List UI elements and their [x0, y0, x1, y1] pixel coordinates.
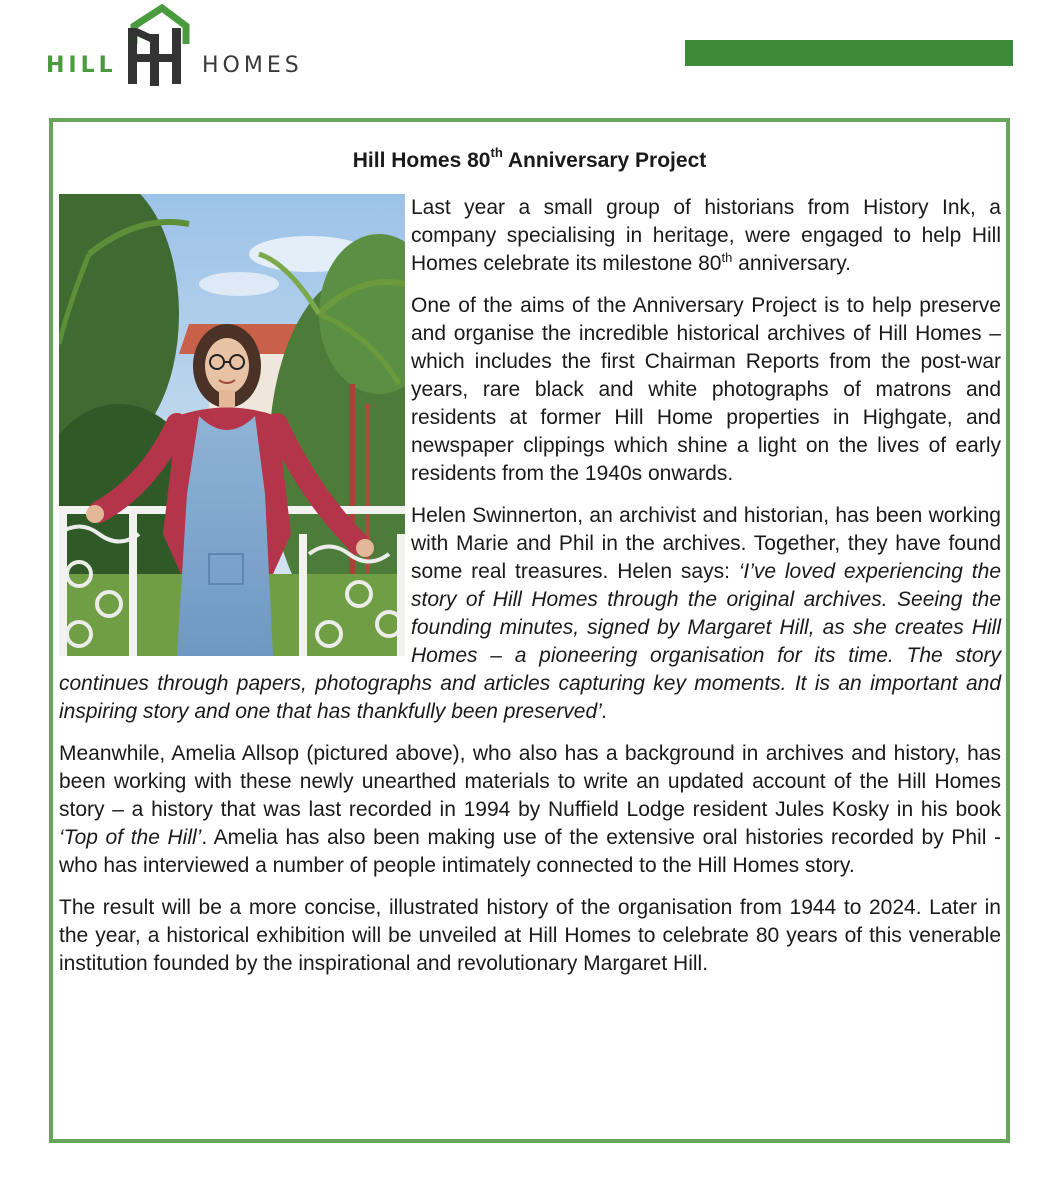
article-frame	[49, 118, 1010, 1143]
paragraph-helen-quote: Helen Swinnerton, an archivist and historian, has been working with Marie and Phil in the archives. Together, they have found some real treasures. Helen says: ‘I’ve loved experiencing the story of Hill Homes through the original archives. Seeing the founding minutes, signed by Margaret Hill, as she creates Hill Homes – a pioneering organisation for its time. The story continues through papers, photographs and articles capturing key moments. It is an important and inspiring story and one that has thankfully been preserved’.	[59, 504, 1001, 723]
paragraph-result: The result will be a more concise, illustrated history of the organisation from 1944 to 2024. Later in the year, a historical exhibition will be unveiled at Hill Homes to celebrate 80 years of this venerable institution founded by the inspirational and revolutionary Margaret Hill.	[59, 896, 1001, 975]
logo-text-hill: HILL	[46, 53, 117, 78]
header-accent-bar	[685, 40, 1013, 66]
page-header	[0, 0, 1055, 100]
article-body	[59, 194, 1001, 992]
house-logo-icon	[124, 4, 194, 88]
paragraph-amelia: Meanwhile, Amelia Allsop (pictured above), who also has a background in archives and history, has been working with these newly unearthed materials to write an updated account of the Hill Homes story – a history that was last recorded in 1994 by Nuffield Lodge resident Jules Kosky in his book ‘Top of the Hill’. Amelia has also been making use of the extensive oral histories recorded by Phil - who has interviewed a number of people intimately connected to the Hill Homes story.	[59, 742, 1001, 877]
article-title: Hill Homes 80th Anniversary Project	[352, 145, 707, 172]
paragraph-archives: One of the aims of the Anniversary Project is to help preserve and organise the incredible historical archives of Hill Homes – which includes the first Chairman Reports from the post-war years, rare black and white photographs of matrons and residents at former Hill Home properties in Highgate, and newspaper clippings which shine a light on the lives of early residents from the 1940s onwards.	[411, 294, 1001, 485]
photo-of-amelia-allsop	[59, 194, 405, 656]
hill-homes-logo	[44, 4, 314, 88]
paragraph-intro: Last year a small group of historians from History Ink, a company specialising in heritage, were engaged to help Hill Homes celebrate its milestone 80th anniversary.	[411, 196, 1001, 275]
book-title: ‘Top of the Hill’	[59, 826, 202, 849]
helen-quote: ‘I’ve loved experiencing the story of Hill Homes through the original archives. Seeing the founding minutes, signed by Margaret Hill, as she creates Hill Homes – a pioneering organisation for its time. The story continues through papers, photographs and articles capturing key moments. It is an important and inspiring story and one that has thankfully been preserved’.	[59, 560, 1001, 723]
logo-text-homes: HOMES	[202, 53, 303, 78]
